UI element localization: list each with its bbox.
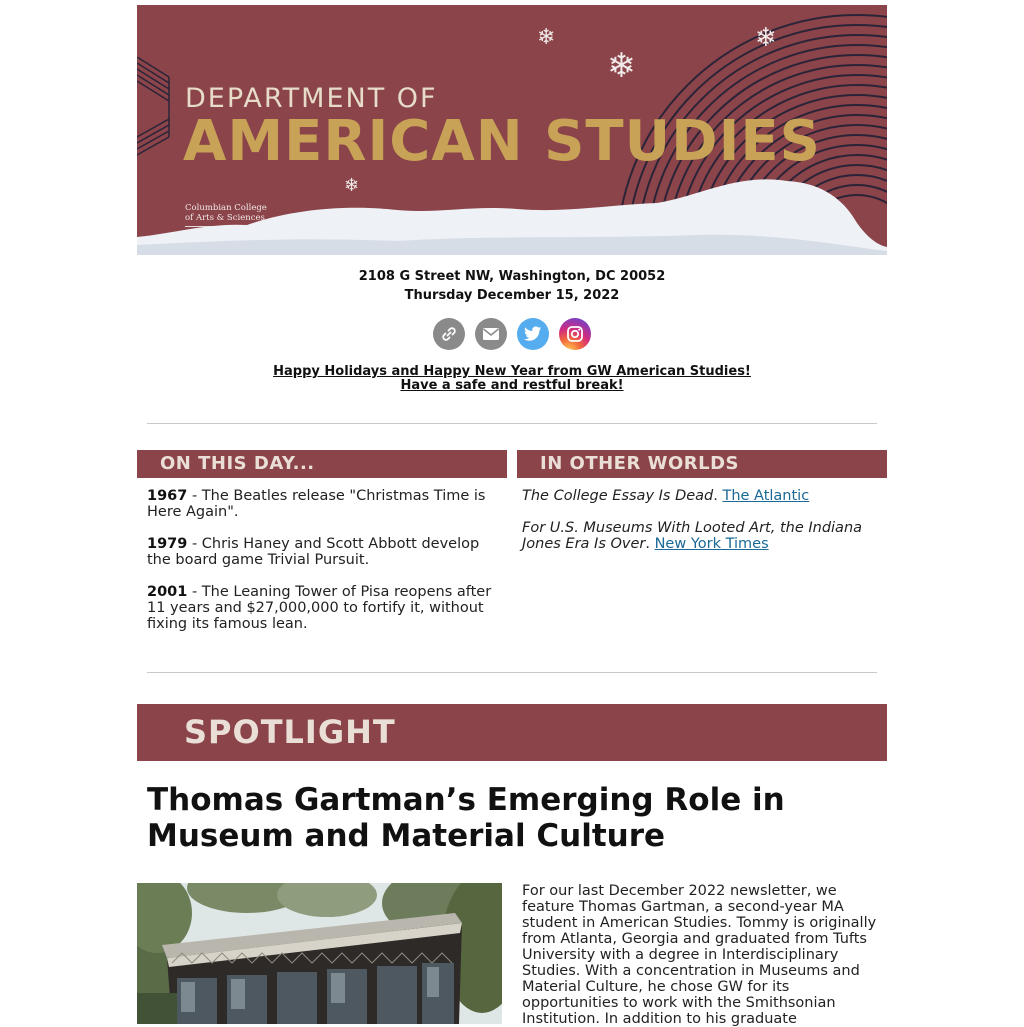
divider: [147, 423, 877, 424]
college-line-2: of Arts & Sciences: [185, 213, 265, 223]
snowflake-icon: ❄: [607, 46, 636, 86]
list-item: [147, 536, 492, 568]
spotlight-header: [137, 704, 887, 761]
snow-decoration: [137, 175, 887, 255]
event-year: 2001: [147, 584, 188, 600]
greeting-link-1[interactable]: Happy Holidays and Happy New Year from GW American Studies!: [273, 364, 751, 379]
list-item: [147, 584, 492, 632]
article-source-link[interactable]: New York Times: [654, 536, 769, 552]
spotlight-title: SPOTLIGHT: [184, 713, 396, 751]
address: 2108 G Street NW, Washington, DC 20052: [358, 269, 666, 284]
event-text: - The Beatles release "Christmas Time is Here Again".: [147, 488, 486, 520]
email-icon[interactable]: [475, 318, 507, 350]
on-this-day-list: [147, 488, 492, 648]
in-other-worlds-list: [522, 488, 877, 568]
social-links: [433, 318, 591, 350]
date: Thursday December 15, 2022: [404, 288, 620, 303]
list-item: The College Essay Is Dead. The Atlantic: [522, 488, 810, 504]
stripe-decoration: [137, 57, 171, 167]
on-this-day-header: ON THIS DAY...: [137, 450, 507, 478]
snowflake-icon: ❄: [537, 25, 556, 50]
header-banner: [137, 5, 887, 255]
snowflake-icon: ❄: [755, 23, 777, 53]
spotlight-headline: Thomas Gartman’s Emerging Role in Museum and Material Culture: [147, 782, 785, 854]
banner-dept-small: DEPARTMENT OF: [185, 83, 438, 114]
list-item: [147, 488, 492, 520]
instagram-icon[interactable]: [559, 318, 591, 350]
event-text: - The Leaning Tower of Pisa reopens after 11 years and $27,000,000 to fortify it, without fixing its famous lean.: [147, 584, 492, 632]
article-source-link[interactable]: The Atlantic: [722, 488, 810, 504]
holiday-greeting: [137, 365, 887, 393]
spotlight-photo: [137, 883, 502, 1024]
in-other-worlds-header: IN OTHER WORLDS: [517, 450, 887, 478]
college-line-1: Columbian College: [185, 203, 267, 213]
article-headline: For U.S. Museums With Looted Art, the Indiana Jones Era Is Over: [522, 520, 863, 552]
spotlight-body: For our last December 2022 newsletter, we feature Thomas Gartman, a second-year MA student in American Studies. Tommy is originally from Atlanta, Georgia and graduated from Tufts University with a degree in Interdisciplinary Studies. With a concentration in Museums and Material Culture, he chose GW for its opportunities to work with the Smithsonian Institution. In addition to his graduate: [522, 883, 877, 1027]
article-headline: The College Essay Is Dead: [522, 488, 714, 504]
list-item: For U.S. Museums With Looted Art, the Indiana Jones Era Is Over. New York Times: [522, 520, 863, 552]
event-year: 1967: [147, 488, 188, 504]
divider: [147, 672, 877, 673]
banner-dept-title: AMERICAN STUDIES: [183, 109, 821, 174]
link-icon[interactable]: [433, 318, 465, 350]
greeting-link-2[interactable]: Have a safe and restful break!: [400, 378, 624, 393]
snowflake-icon: ❄: [344, 175, 360, 196]
event-year: 1979: [147, 536, 188, 552]
event-text: - Chris Haney and Scott Abbott develop the board game Trivial Pursuit.: [147, 536, 480, 568]
twitter-icon[interactable]: [517, 318, 549, 350]
